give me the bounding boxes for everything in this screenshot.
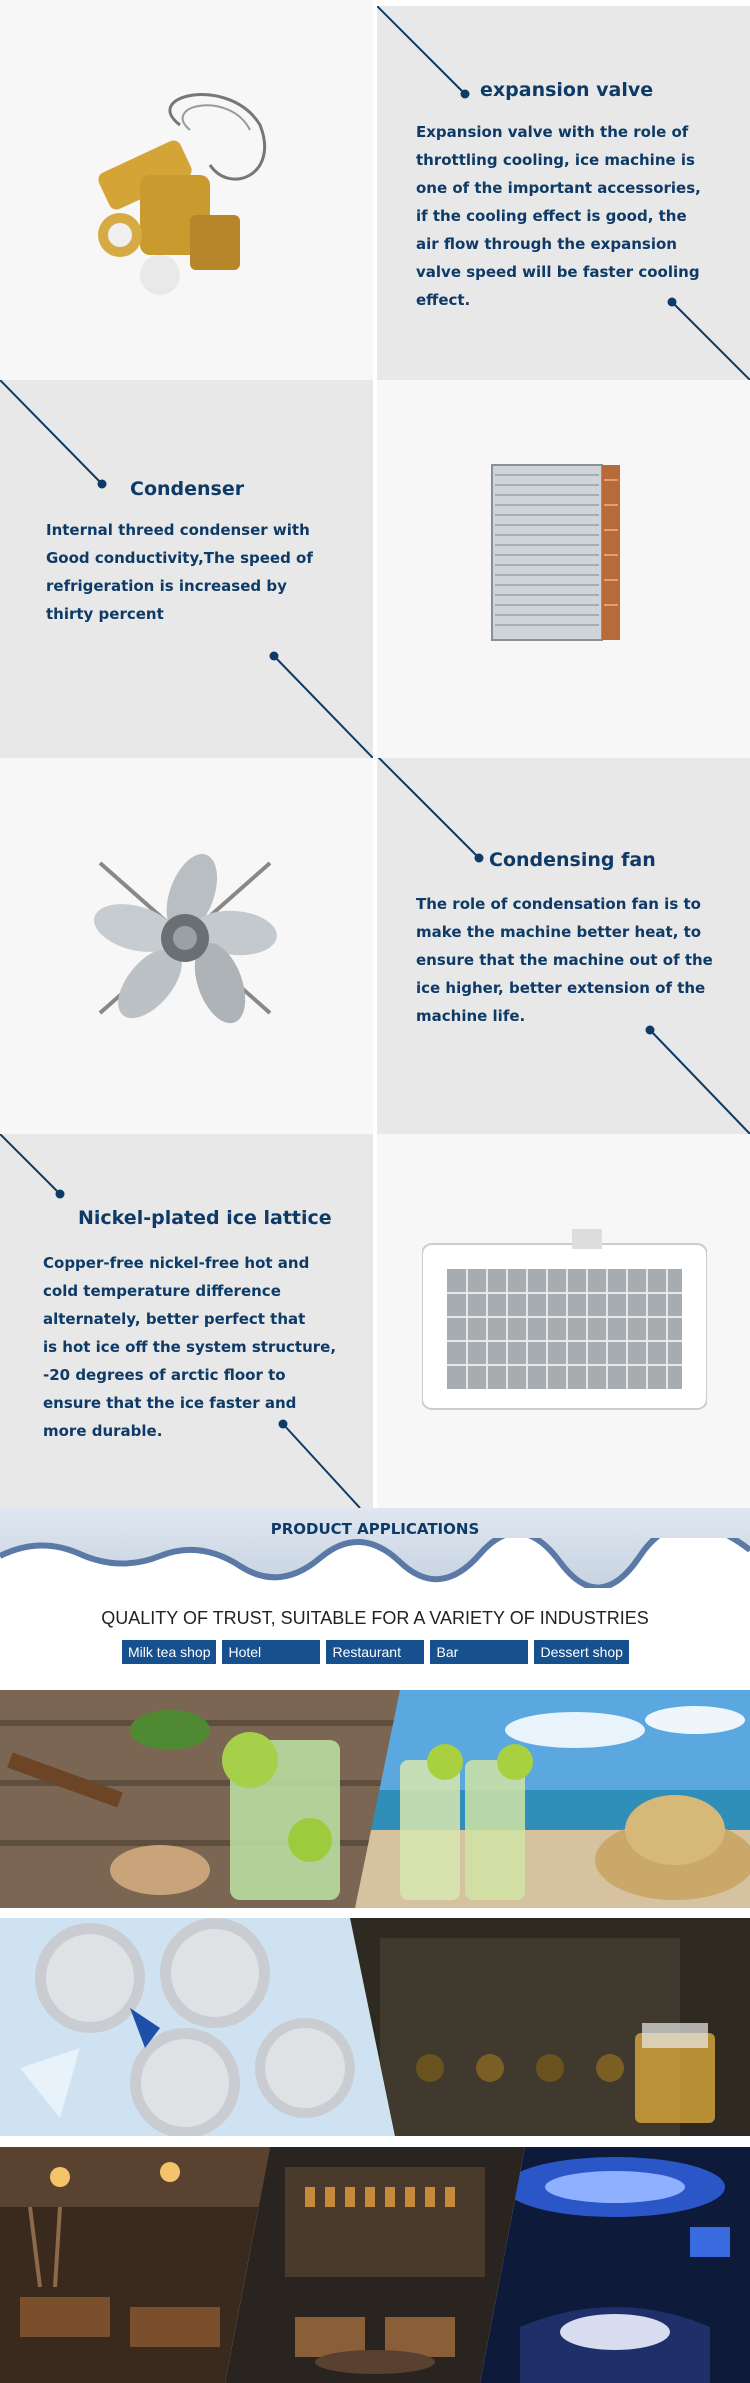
condensing-fan-image-panel <box>0 758 373 1134</box>
tag-milk-tea-shop[interactable]: Milk tea shop <box>122 1640 216 1664</box>
feature-description: Copper-free nickel-free hot and cold temperature difference alternately, better perfect that is hot ice off the system structure, -20 degrees of arctic floor to ensure that the ice faster and more durable. <box>43 1254 337 1440</box>
feature-title: Condensing fan <box>489 849 656 871</box>
industry-tags <box>122 1640 629 1664</box>
expansion-valve-image-panel <box>0 0 373 380</box>
condensing-fan-image <box>80 843 290 1033</box>
ice-lattice-image-panel <box>377 1134 750 1508</box>
cafe-interior-photo <box>225 2147 525 2383</box>
tag-dessert-shop[interactable]: Dessert shop <box>534 1640 628 1664</box>
expansion-valve-text-panel <box>377 6 750 380</box>
restaurant-interior-photo <box>0 2147 270 2383</box>
ice-lattice-image <box>422 1229 707 1419</box>
tag-bar[interactable]: Bar <box>430 1640 528 1664</box>
nightclub-interior-photo <box>480 2147 750 2383</box>
feature-description: Internal threed condenser with Good conductivity,The speed of refrigeration is increased by thirty percent <box>46 521 313 623</box>
condenser-image <box>487 460 627 650</box>
wave-decoration <box>0 1538 750 1588</box>
applications-tagline: QUALITY OF TRUST, SUITABLE FOR A VARIETY OF INDUSTRIES <box>101 1608 649 1628</box>
ice-lattice-text-panel <box>0 1134 373 1508</box>
condenser-text-panel <box>0 380 373 758</box>
applications-title: PRODUCT APPLICATIONS <box>270 1520 480 1538</box>
condensing-fan-text-panel <box>377 758 750 1134</box>
mojito-drink-photo <box>0 1690 400 1908</box>
beach-cocktail-photo <box>355 1690 750 1908</box>
feature-title: Nickel-plated ice lattice <box>78 1207 332 1229</box>
feature-description: Expansion valve with the role of throttling cooling, ice machine is one of the important accessories, if the cooling effect is good, the air flow through the expansion valve speed will be faster cooling effect. <box>416 123 701 309</box>
tag-hotel[interactable]: Hotel <box>222 1640 320 1664</box>
soda-cans-ice-photo <box>0 1918 395 2136</box>
feature-description: The role of condensation fan is to make the machine better heat, to ensure that the machine out of the ice higher, better extension of the machine life. <box>416 895 713 1025</box>
applications-banner <box>0 1508 750 1588</box>
feature-title: expansion valve <box>480 79 654 101</box>
condenser-image-panel <box>377 380 750 758</box>
tag-restaurant[interactable]: Restaurant <box>326 1640 424 1664</box>
expansion-valve-image <box>80 85 280 305</box>
bar-whiskey-photo <box>350 1918 750 2136</box>
feature-title: Condenser <box>130 478 245 500</box>
